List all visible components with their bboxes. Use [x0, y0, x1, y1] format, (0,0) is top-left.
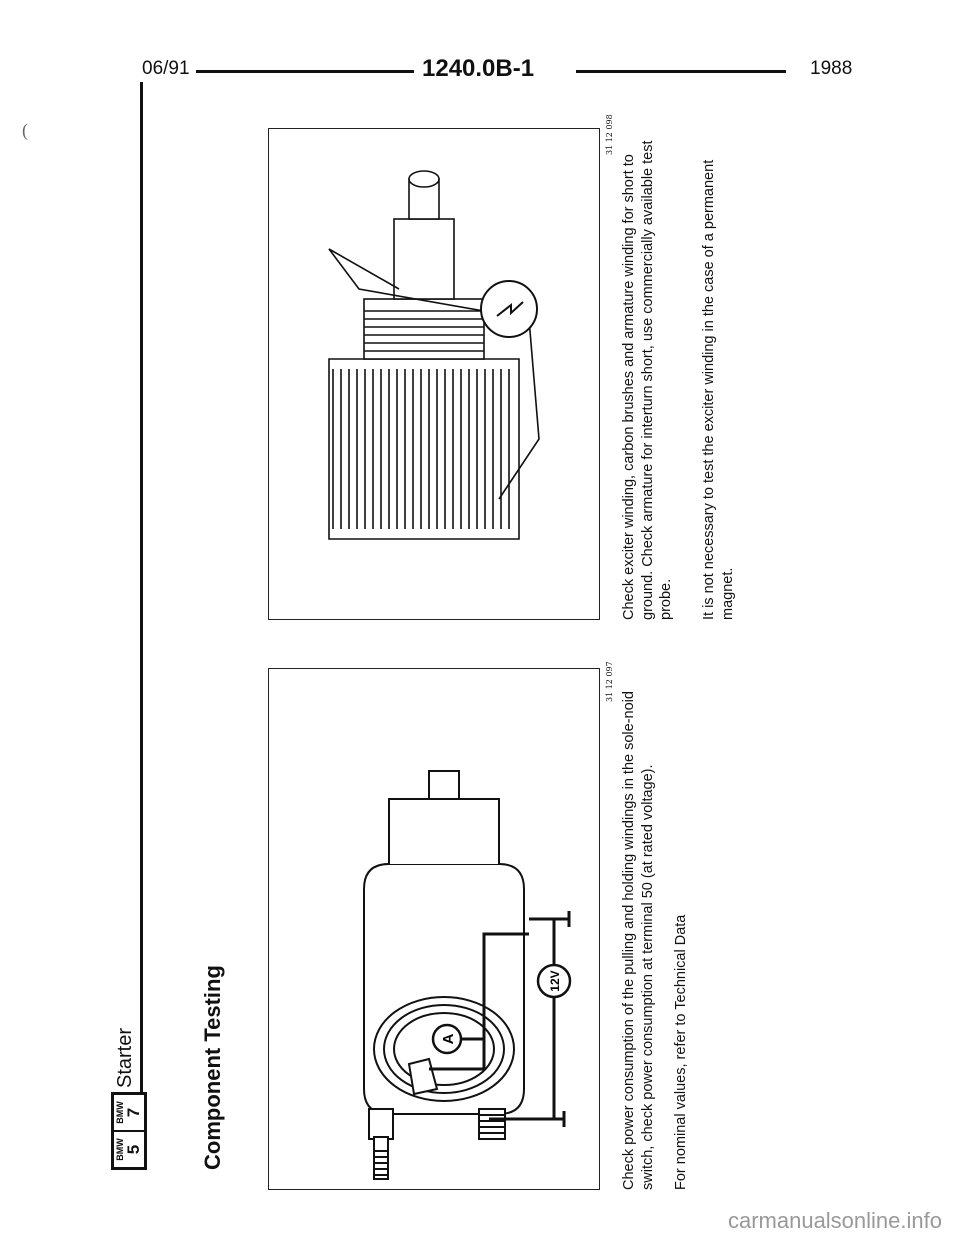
left-paragraph-1: Check power consumption of the pulling and holding windings in the sole-noid switch, check power consumption at terminal 50 (at rated voltage). — [621, 691, 656, 1190]
solenoid-diagram — [269, 669, 599, 1189]
header-date: 06/91 — [142, 58, 190, 79]
page-title: Component Testing — [200, 965, 225, 1170]
figure-armature-test — [268, 128, 600, 620]
right-paragraph-2: It is not necessary to test the exciter winding in the case of a permanent magnet. — [701, 159, 736, 620]
figure-solenoid-test — [268, 668, 600, 1190]
badge-cell-7 — [114, 1095, 144, 1130]
badge-brand-a: BMW — [115, 1138, 125, 1161]
ammeter-label: A — [440, 1033, 457, 1045]
badge-brand-b: BMW — [115, 1101, 125, 1124]
badge-series-b: 7 — [124, 1107, 143, 1118]
section-name: Starter — [114, 1027, 136, 1088]
watermark[interactable]: carmanualsonline.info — [727, 1208, 942, 1233]
badge-cell-5 — [114, 1130, 144, 1167]
figure2-number: 31 12 098 — [605, 114, 614, 155]
header-document-code: 1240.0B-1 — [422, 55, 535, 82]
rotated-page-content — [100, 90, 860, 1190]
header-year: 1988 — [810, 58, 853, 79]
header-rule-left — [196, 70, 414, 73]
figure1-number: 31 12 097 — [605, 661, 614, 702]
right-paragraph-1: Check exciter winding, carbon brushes and armature winding for short to ground. Check armature for interturn short, use commercially available test probe. — [621, 140, 675, 620]
voltage-label: 12V — [548, 970, 562, 992]
model-badge — [110, 1092, 147, 1170]
armature-diagram — [269, 129, 599, 619]
badge-series-a: 5 — [124, 1144, 143, 1155]
left-paragraph-2: For nominal values, refer to Technical Data — [673, 914, 689, 1190]
scan-mark: ( — [22, 120, 28, 140]
header-rule-right — [576, 70, 786, 73]
